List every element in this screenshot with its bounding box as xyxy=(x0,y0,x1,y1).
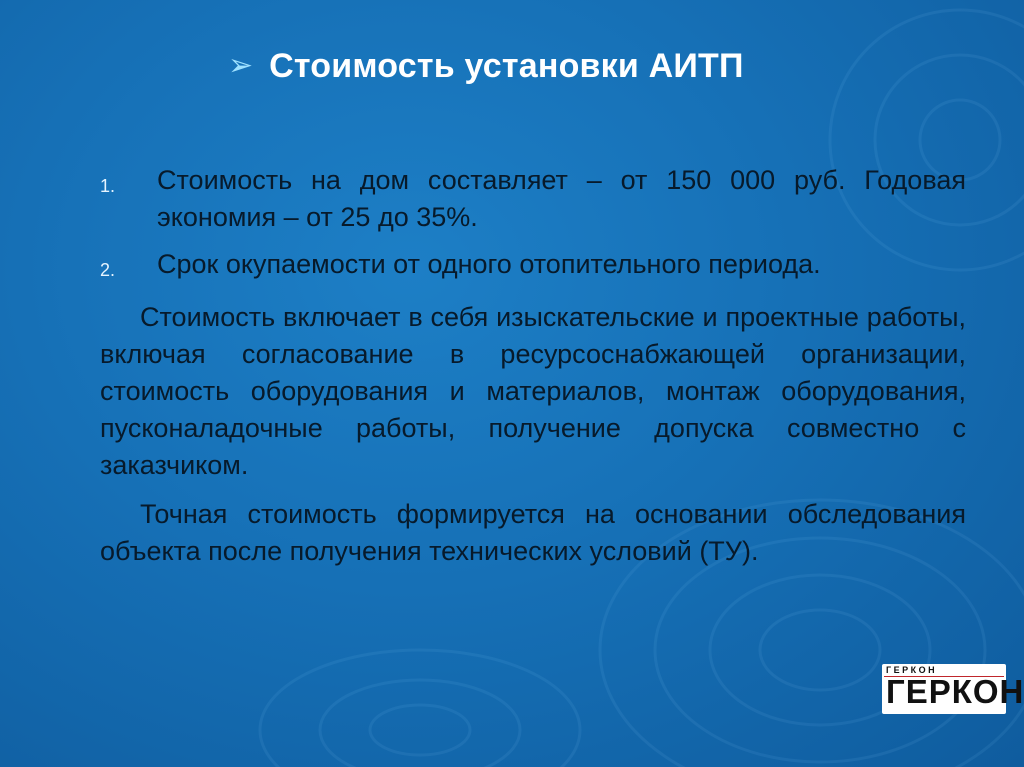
slide-body xyxy=(100,162,966,582)
logo-main-text: ГЕРКОН xyxy=(886,673,1024,710)
list-item xyxy=(100,162,966,236)
arrow-right-icon: ➢ xyxy=(228,49,254,82)
logo-small-text: ГЕРКОН xyxy=(886,665,938,675)
company-logo xyxy=(882,664,1024,714)
list-item-number: 1. xyxy=(100,176,116,196)
list-item-text: Стоимость на дом составляет – от 150 000 руб. Годовая экономия – от 25 до 35%. xyxy=(157,165,966,232)
slide-title-text: Стоимость установки АИТП xyxy=(269,46,744,85)
list-item-text: Срок окупаемости от одного отопительного периода. xyxy=(157,249,821,279)
list-item-number: 2. xyxy=(100,260,116,280)
slide-title xyxy=(228,40,744,92)
paragraph-cost-includes: Стоимость включает в себя изыскательские и проектные работы, включая согласование в ресурсоснабжающей организации, стоимость оборудования и материалов, монтаж оборудования, пусконаладочные работы, получение допуска совместно с заказчиком. xyxy=(100,302,966,480)
paragraph-exact-cost: Точная стоимость формируется на основании обследования объекта после получения технических условий (ТУ). xyxy=(100,499,966,566)
list-item xyxy=(100,246,966,289)
